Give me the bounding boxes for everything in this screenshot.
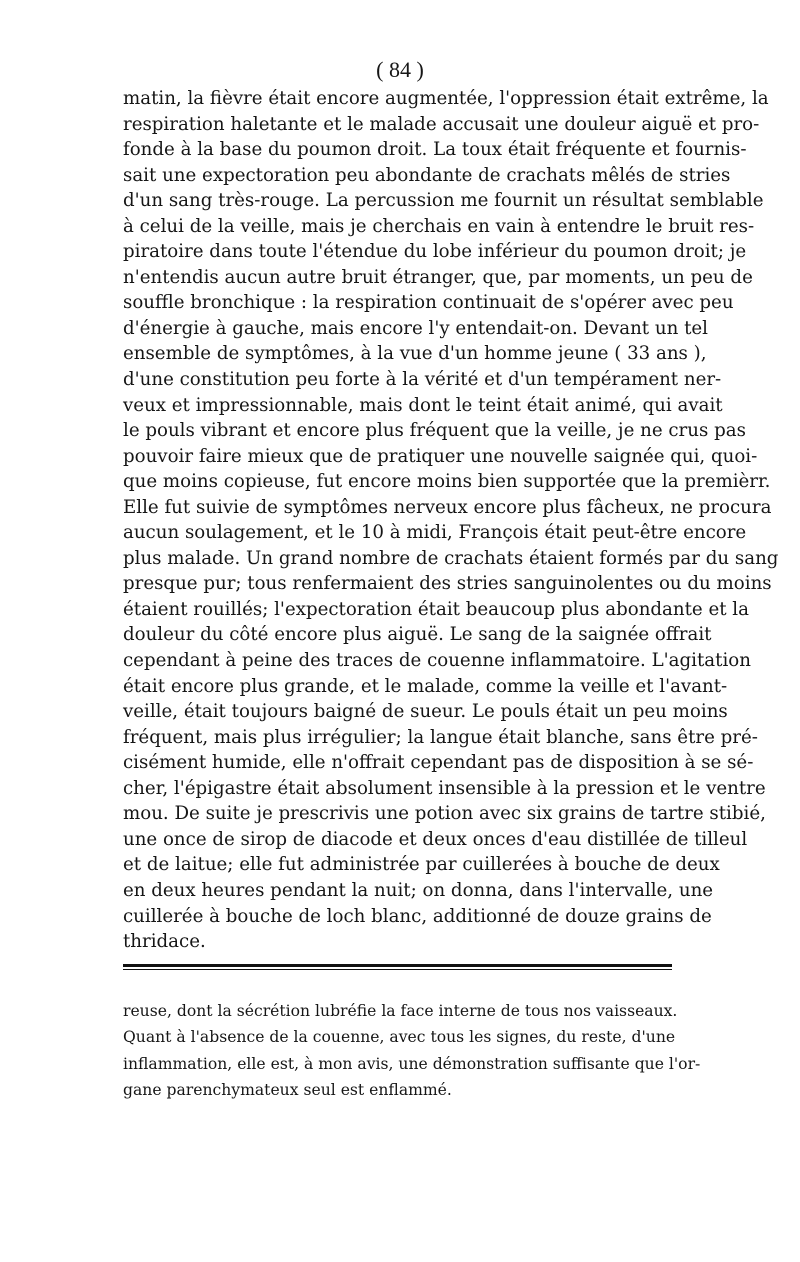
footnote-line: inflammation, elle est, à mon avis, une démonstration suffisante que l'or-: [123, 1054, 701, 1073]
body-text-line: veille, était toujours baigné de sueur. Le pouls était un peu moins: [123, 701, 728, 723]
footnote-line: reuse, dont la sécrétion lubréfie la face interne de tous nos vaisseaux.: [123, 1002, 678, 1020]
body-text-line: thridace.: [123, 931, 206, 953]
body-text-line: étaient rouillés; l'expectoration était beaucoup plus abondante et la: [123, 598, 749, 620]
body-text-line: cher, l'épigastre était absolument insensible à la pression et le ventre: [123, 777, 766, 799]
footnote-line: gane parenchymateux seul est enflammé.: [123, 1080, 452, 1099]
body-text-line: presque pur; tous renfermaient des stries sanguinolentes ou du moins: [123, 573, 772, 595]
body-text-line: pouvoir faire mieux que de pratiquer une nouvelle saignée qui, quoi-: [123, 445, 758, 467]
body-text-line: à celui de la veille, mais je cherchais en vain à entendre le bruit res-: [123, 215, 755, 237]
body-text-line: et de laitue; elle fut administrée par cuillerées à bouche de deux: [123, 854, 720, 876]
body-text-line: d'énergie à gauche, mais encore l'y entendait-on. Devant un tel: [123, 317, 708, 339]
body-text-line: le pouls vibrant et encore plus fréquent que la veille, je ne crus pas: [123, 420, 746, 442]
main-text-body: [123, 86, 779, 955]
body-text-line: en deux heures pendant la nuit; on donna, dans l'intervalle, une: [123, 879, 714, 901]
body-text-line: n'entendis aucun autre bruit étranger, que, par moments, un peu de: [123, 266, 753, 288]
body-text-line: fréquent, mais plus irrégulier; la langue était blanche, sans être pré-: [123, 726, 758, 748]
body-text-line: douleur du côté encore plus aiguë. Le sang de la saignée offrait: [123, 624, 712, 646]
footnote: [123, 998, 701, 1103]
body-text-line: respiration haletante et le malade accusait une douleur aiguë et pro-: [123, 113, 760, 135]
body-text-line: sait une expectoration peu abondante de crachats mêlés de stries: [123, 164, 731, 186]
body-text-line: matin, la fièvre était encore augmentée, l'oppression était extrême, la: [123, 88, 769, 109]
body-text-line: cuillerée à bouche de loch blanc, additionné de douze grains de: [123, 905, 712, 927]
body-text-line: mou. De suite je prescrivis une potion avec six grains de tartre stibié,: [123, 803, 766, 825]
footnote-separator-thin: [123, 969, 672, 970]
body-text-line: fonde à la base du poumon droit. La toux était fréquente et fournis-: [123, 139, 747, 161]
body-text-line: piratoire dans toute l'étendue du lobe inférieur du poumon droit; je: [123, 241, 747, 263]
body-text-line: était encore plus grande, et le malade, comme la veille et l'avant-: [123, 675, 728, 697]
body-text-line: cisément humide, elle n'offrait cependant pas de disposition à se sé-: [123, 752, 754, 774]
body-text-line: aucun soulagement, et le 10 à midi, François était peut-être encore: [123, 522, 747, 544]
body-text-line: veux et impressionnable, mais dont le teint était animé, qui avait: [123, 394, 723, 416]
body-text-line: Elle fut suivie de symptômes nerveux encore plus fâcheux, ne procura: [123, 496, 772, 518]
body-text-line: ensemble de symptômes, à la vue d'un homme jeune ( 33 ans ),: [123, 343, 707, 365]
footnote-separator-thick: [123, 964, 672, 967]
body-text-line: cependant à peine des traces de couenne inflammatoire. L'agitation: [123, 650, 751, 672]
body-text-line: d'une constitution peu forte à la vérité et d'un tempérament ner-: [123, 369, 722, 391]
body-text-line: une once de sirop de diacode et deux onces d'eau distillée de tilleul: [123, 828, 748, 850]
page-number: ( 84 ): [376, 57, 424, 82]
body-text-line: souffle bronchique : la respiration continuait de s'opérer avec peu: [123, 292, 734, 314]
body-text-line: plus malade. Un grand nombre de crachats étaient formés par du sang: [123, 547, 779, 569]
body-text-line: d'un sang très-rouge. La percussion me fournit un résultat semblable: [123, 190, 764, 212]
footnote-line: Quant à l'absence de la couenne, avec tous les signes, du reste, d'une: [123, 1028, 676, 1047]
body-text-line: que moins copieuse, fut encore moins bien supportée que la premièrr.: [123, 471, 771, 493]
